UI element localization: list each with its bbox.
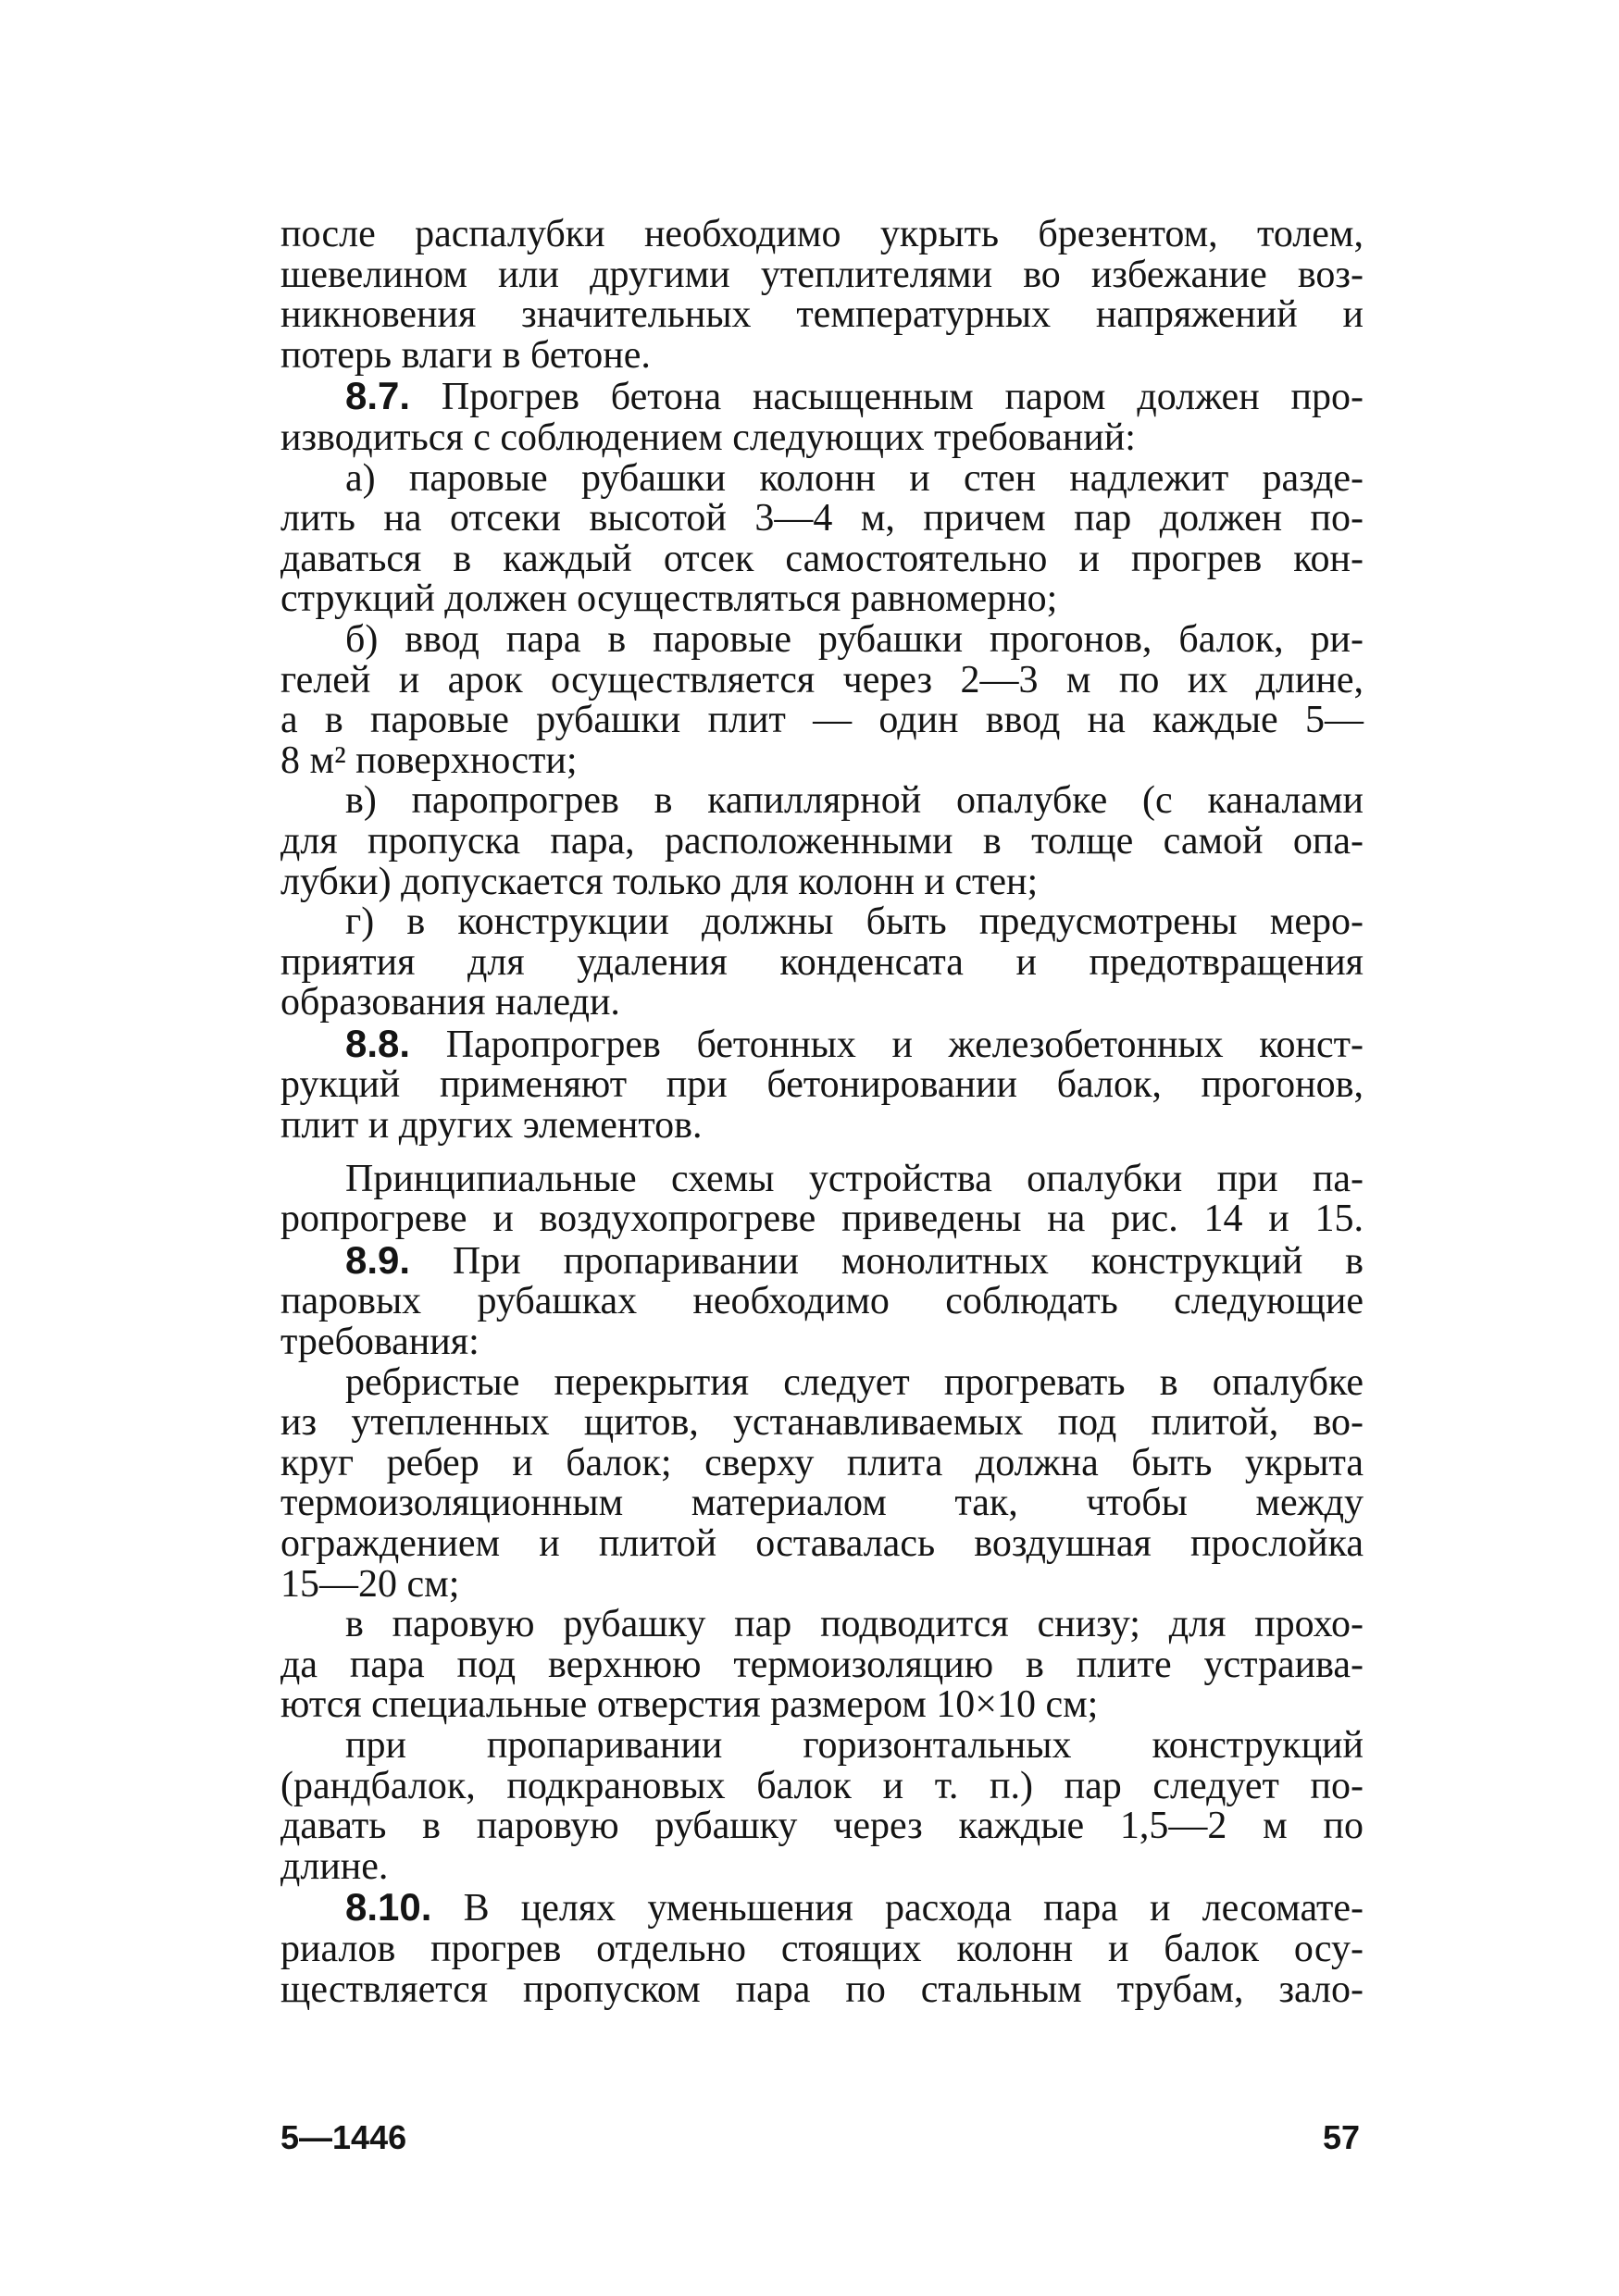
text-line xyxy=(280,1562,1364,1606)
text-line xyxy=(280,456,1364,500)
text-line xyxy=(280,1360,1364,1404)
line-text: ществляется пропуском пара по стальным трубам, зало- xyxy=(280,1967,1364,2011)
line-text: при пропаривании горизонтальных конструкций xyxy=(345,1723,1364,1767)
line-text: а) паровые рубашки колонн и стен надлежит разде- xyxy=(345,456,1364,500)
text-line xyxy=(280,658,1364,701)
text-line xyxy=(280,1237,1364,1283)
text-line xyxy=(280,983,1364,1024)
text-line xyxy=(280,1441,1364,1484)
text-line xyxy=(280,860,1364,903)
line-text: лить на отсеки высотой 3—4 м, причем пар должен по- xyxy=(280,497,1364,540)
line-text: Паропрогрев бетонных и железобетонных конст- xyxy=(410,1023,1364,1066)
line-text: 8 м² поверхности; xyxy=(280,738,578,782)
line-text: Прогрев бетона насыщенным паром должен про- xyxy=(410,376,1364,419)
line-text: паровых рубашках необходимо соблюдать следующие xyxy=(280,1280,1364,1323)
text-line xyxy=(280,738,1364,782)
section-number: 8.7. xyxy=(345,374,411,418)
text-line xyxy=(280,781,1364,822)
line-text: потерь влаги в бетоне. xyxy=(280,333,651,377)
text-line xyxy=(280,1157,1364,1200)
text-line xyxy=(280,376,1364,418)
text-line xyxy=(280,1806,1364,1847)
line-text: никновения значительных температурных напряжений и xyxy=(280,293,1364,337)
text-line xyxy=(280,418,1364,459)
line-text: длине. xyxy=(280,1844,389,1888)
line-text: после распалубки необходимо укрыть брезентом, толем, xyxy=(280,213,1364,255)
line-text: из утепленных щитов, устанавливаемых под плитой, во- xyxy=(280,1401,1364,1445)
line-text: термоизоляционным материалом так, чтобы между xyxy=(280,1482,1364,1525)
text-line xyxy=(280,1844,1364,1888)
line-text: приятия для удаления конденсата и предотвращения xyxy=(280,940,1364,984)
line-text: рукций применяют при бетонировании балок, прогонов, xyxy=(280,1063,1364,1107)
line-text: ропрогреве и воздухопрогреве приведены на рис. 14 и 15. xyxy=(280,1198,1364,1241)
line-text: (рандбалок, подкрановых балок и т. п.) пар следует по- xyxy=(280,1764,1364,1807)
line-text: давать в паровую рубашку через каждые 1,5—2 м по xyxy=(280,1805,1364,1848)
line-text: г) в конструкции должны быть предусмотрены меро- xyxy=(345,900,1364,944)
text-line xyxy=(280,333,1364,377)
line-text: При пропаривании монолитных конструкций в xyxy=(410,1239,1364,1283)
line-text: да пара под верхнюю термоизоляцию в плите устраива- xyxy=(280,1643,1364,1686)
line-text: ребристые перекрытия следует прогревать в опалубке xyxy=(345,1360,1364,1404)
section-number: 8.9. xyxy=(345,1237,411,1282)
text-line xyxy=(280,1764,1364,1807)
text-line xyxy=(280,701,1364,741)
text-line xyxy=(280,1021,1364,1066)
line-text: лубки) допускается только для колонн и стен; xyxy=(280,860,1039,903)
printer-signature: 5—1446 xyxy=(280,2118,407,2156)
section-number: 8.10. xyxy=(345,1885,432,1930)
text-line xyxy=(280,295,1364,336)
text-line xyxy=(280,1887,1364,1930)
line-text: ются специальные отверстия размером 10×10 см; xyxy=(280,1683,1099,1727)
line-text: требования: xyxy=(280,1321,479,1364)
text-line xyxy=(280,1106,1364,1147)
text-line xyxy=(280,1322,1364,1363)
text-line xyxy=(280,1403,1364,1444)
line-text: шевелином или другими утеплителями во избежание воз- xyxy=(280,253,1364,296)
line-text: б) ввод пара в паровые рубашки прогонов, балок, ри- xyxy=(345,617,1364,661)
text-line xyxy=(280,617,1364,661)
line-text: гелей и арок осуществляется через 2—3 м по их длине, xyxy=(280,658,1364,701)
text-line xyxy=(280,255,1364,296)
line-text: изводиться с соблюдением следующих требований: xyxy=(280,416,1136,459)
text-line xyxy=(280,499,1364,540)
line-text: В целях уменьшения расхода пара и лесомате- xyxy=(431,1887,1364,1930)
text-line xyxy=(280,1199,1364,1240)
text-line xyxy=(280,1282,1364,1322)
line-text: риалов прогрев отдельно стоящих колонн и балок осу- xyxy=(280,1927,1364,1970)
section-number: 8.8. xyxy=(345,1021,411,1065)
text-line xyxy=(280,579,1364,620)
text-line xyxy=(280,1967,1364,2011)
text-line xyxy=(280,819,1364,863)
text-line xyxy=(280,1065,1364,1106)
text-line xyxy=(280,940,1364,984)
text-line xyxy=(280,902,1364,943)
line-text: плит и других элементов. xyxy=(280,1104,703,1148)
text-line xyxy=(280,1685,1364,1726)
line-text: для пропуска пара, расположенными в толще самой опа- xyxy=(280,819,1364,863)
text-line xyxy=(280,1483,1364,1524)
text-line xyxy=(280,215,1364,255)
line-text: даваться в каждый отсек самостоятельно и прогрев кон- xyxy=(280,537,1364,580)
line-text: круг ребер и балок; сверху плита должна быть укрыта xyxy=(280,1441,1364,1484)
text-line xyxy=(280,1645,1364,1686)
line-text: в) паропрогрев в капиллярной опалубке (с каналами xyxy=(345,779,1364,823)
page-number: 57 xyxy=(1322,2118,1360,2156)
text-line xyxy=(280,1605,1364,1645)
line-text: Принципиальные схемы устройства опалубки при па- xyxy=(345,1157,1364,1200)
line-text: а в паровые рубашки плит — один ввод на каждые 5— xyxy=(280,699,1364,742)
line-text: в паровую рубашку пар подводится снизу; для прохо- xyxy=(345,1603,1364,1646)
text-line xyxy=(280,1723,1364,1767)
line-text: 15—20 см; xyxy=(280,1562,460,1606)
line-text: ограждением и плитой оставалась воздушная прослойка xyxy=(280,1522,1364,1565)
text-line xyxy=(280,537,1364,580)
line-text: образования наледи. xyxy=(280,981,620,1024)
page-body xyxy=(280,215,1364,2010)
text-line xyxy=(280,1927,1364,1970)
line-text: струкций должен осуществляться равномерно; xyxy=(280,577,1058,621)
text-line xyxy=(280,1524,1364,1565)
